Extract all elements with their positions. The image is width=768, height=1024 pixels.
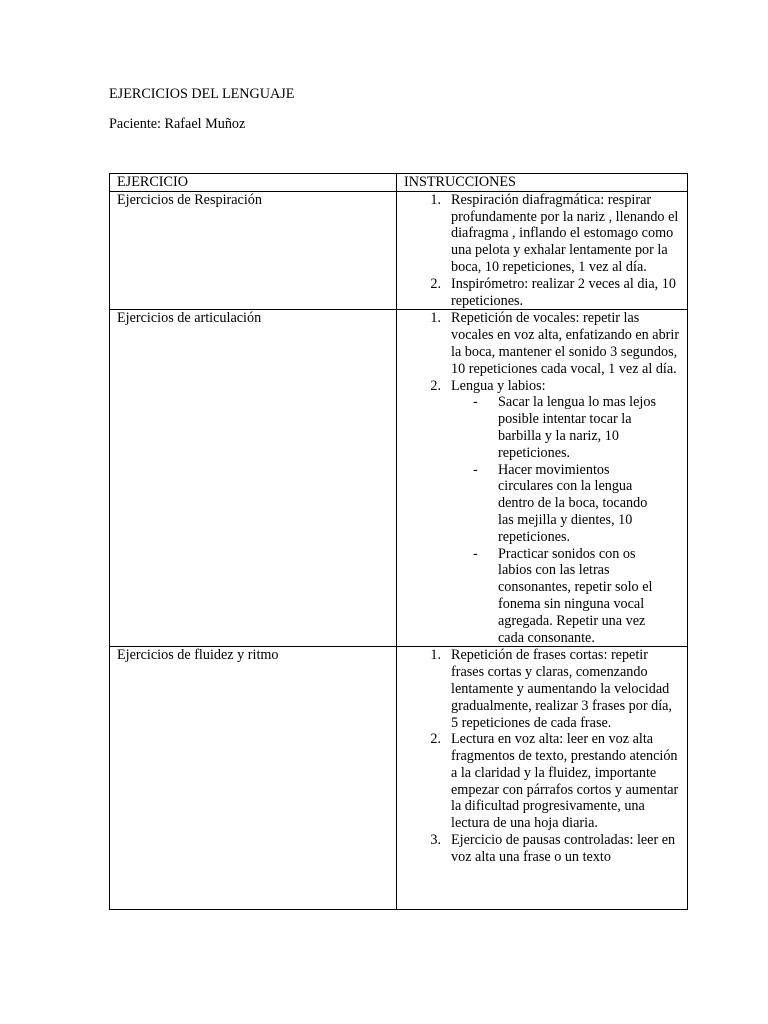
list-item [397, 192, 687, 276]
exercise-name: Ejercicios de Respiración [110, 191, 397, 310]
table-row [110, 191, 688, 310]
list-item [397, 276, 687, 310]
list-item-text: Repetición de vocales: repetir las vocales en voz alta, enfatizando en abrir la boca, mantener el sonido 3 segundos, 10 repeticiones cada vocal, 1 vez al día. [451, 310, 680, 377]
dash-bullet: - [473, 545, 478, 562]
list-item [397, 310, 687, 377]
header-exercise: EJERCICIO [110, 174, 397, 192]
instructions-cell [397, 310, 688, 647]
sub-item-text: Practicar sonidos con os labios con las letras consonantes, repetir solo el fonema sin ninguna vocal agregada. Repetir una vez cada consonante. [498, 545, 653, 646]
instructions-cell [397, 647, 688, 910]
list-item-text: Lectura en voz alta: leer en voz alta fragmentos de texto, prestando atención a la claridad y la fluidez, importante empezar con párrafos cortos y aumentar la dificultad progresivamente, una lectura de una hoja diaria. [451, 731, 679, 832]
table-row [110, 310, 688, 647]
list-number: 2. [430, 377, 441, 394]
list-number: 1. [430, 310, 441, 327]
list-item [397, 832, 687, 866]
instruction-list [397, 192, 687, 310]
list-item [397, 647, 687, 731]
table-header-row [110, 174, 688, 192]
dash-bullet: - [473, 394, 478, 411]
dash-bullet: - [473, 461, 478, 478]
page-title: EJERCICIOS DEL LENGUAJE [109, 86, 295, 102]
exercise-name: Ejercicios de fluidez y ritmo [110, 647, 397, 910]
list-item [397, 731, 687, 832]
list-item-text: Inspirómetro: realizar 2 veces al dia, 10 repeticiones. [451, 275, 676, 309]
sub-list-item [451, 462, 681, 546]
list-number: 2. [430, 731, 441, 748]
header-instructions: INSTRUCCIONES [397, 174, 688, 192]
instruction-list [397, 310, 687, 646]
table-row [110, 647, 688, 910]
instruction-list [397, 647, 687, 865]
list-number: 1. [430, 191, 441, 208]
sub-list [451, 394, 681, 646]
instructions-cell [397, 191, 688, 310]
list-number: 1. [430, 647, 441, 664]
patient-name: Paciente: Rafael Muñoz [109, 116, 246, 132]
list-item-text: Respiración diafragmática: respirar profundamente por la nariz , llenando el diafragma , inflando el estomago como una pelota y exhalar lentamente por la boca, 10 repeticiones, 1 vez al día. [451, 191, 679, 275]
list-number: 3. [430, 832, 441, 849]
list-item-text: Lengua y labios: [451, 377, 546, 394]
list-item-text: Ejercicio de pausas controladas: leer en voz alta una frase o un texto [451, 832, 676, 865]
exercise-name: Ejercicios de articulación [110, 310, 397, 647]
list-item [397, 378, 687, 647]
sub-item-text: Sacar la lengua lo mas lejos posible intentar tocar la barbilla y la nariz, 10 repeticiones. [498, 394, 656, 461]
list-number: 2. [430, 275, 441, 292]
sub-list-item [451, 546, 681, 647]
list-item-text: Repetición de frases cortas: repetir frases cortas y claras, comenzando lentamente y aumentando la velocidad gradualmente, realizar 3 frases por día, 5 repeticiones de cada frase. [451, 647, 672, 731]
sub-list-item [451, 394, 681, 461]
sub-item-text: Hacer movimientos circulares con la lengua dentro de la boca, tocando las mejilla y dientes, 10 repeticiones. [498, 461, 648, 545]
exercise-table [109, 173, 688, 910]
